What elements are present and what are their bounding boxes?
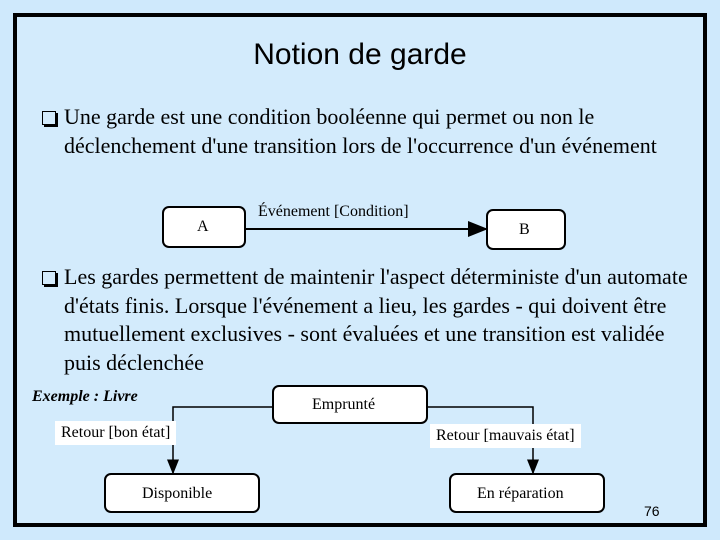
example-label: Exemple : Livre bbox=[32, 388, 138, 405]
state-b-label: B bbox=[519, 221, 530, 238]
state-disponible-label: Disponible bbox=[142, 485, 213, 502]
right-transition-label: Retour [mauvais état] bbox=[430, 424, 581, 448]
left-transition-arrow bbox=[173, 407, 273, 473]
state-a-label: A bbox=[197, 218, 209, 235]
state-emprunte-label: Emprunté bbox=[312, 396, 376, 413]
bullet-1-text: Une garde est une condition booléenne qui permet ou non le déclenchement d'une transition lors de l'occurrence d'un événement bbox=[64, 104, 657, 158]
state-reparation-label: En réparation bbox=[477, 485, 564, 502]
left-transition-label: Retour [bon état] bbox=[55, 421, 176, 445]
bullet-2-text: Les gardes permettent de maintenir l'aspect déterministe d'un automate d'états finis. Lorsque l'événement a lieu, les gardes - qui doivent être mutuellement exclusives - sont évaluées et une transition est validée puis déclenchée bbox=[64, 264, 688, 375]
slide-title: Notion de garde bbox=[253, 38, 467, 71]
transition-label: Événement [Condition] bbox=[258, 203, 409, 220]
page-number: 76 bbox=[644, 503, 660, 519]
